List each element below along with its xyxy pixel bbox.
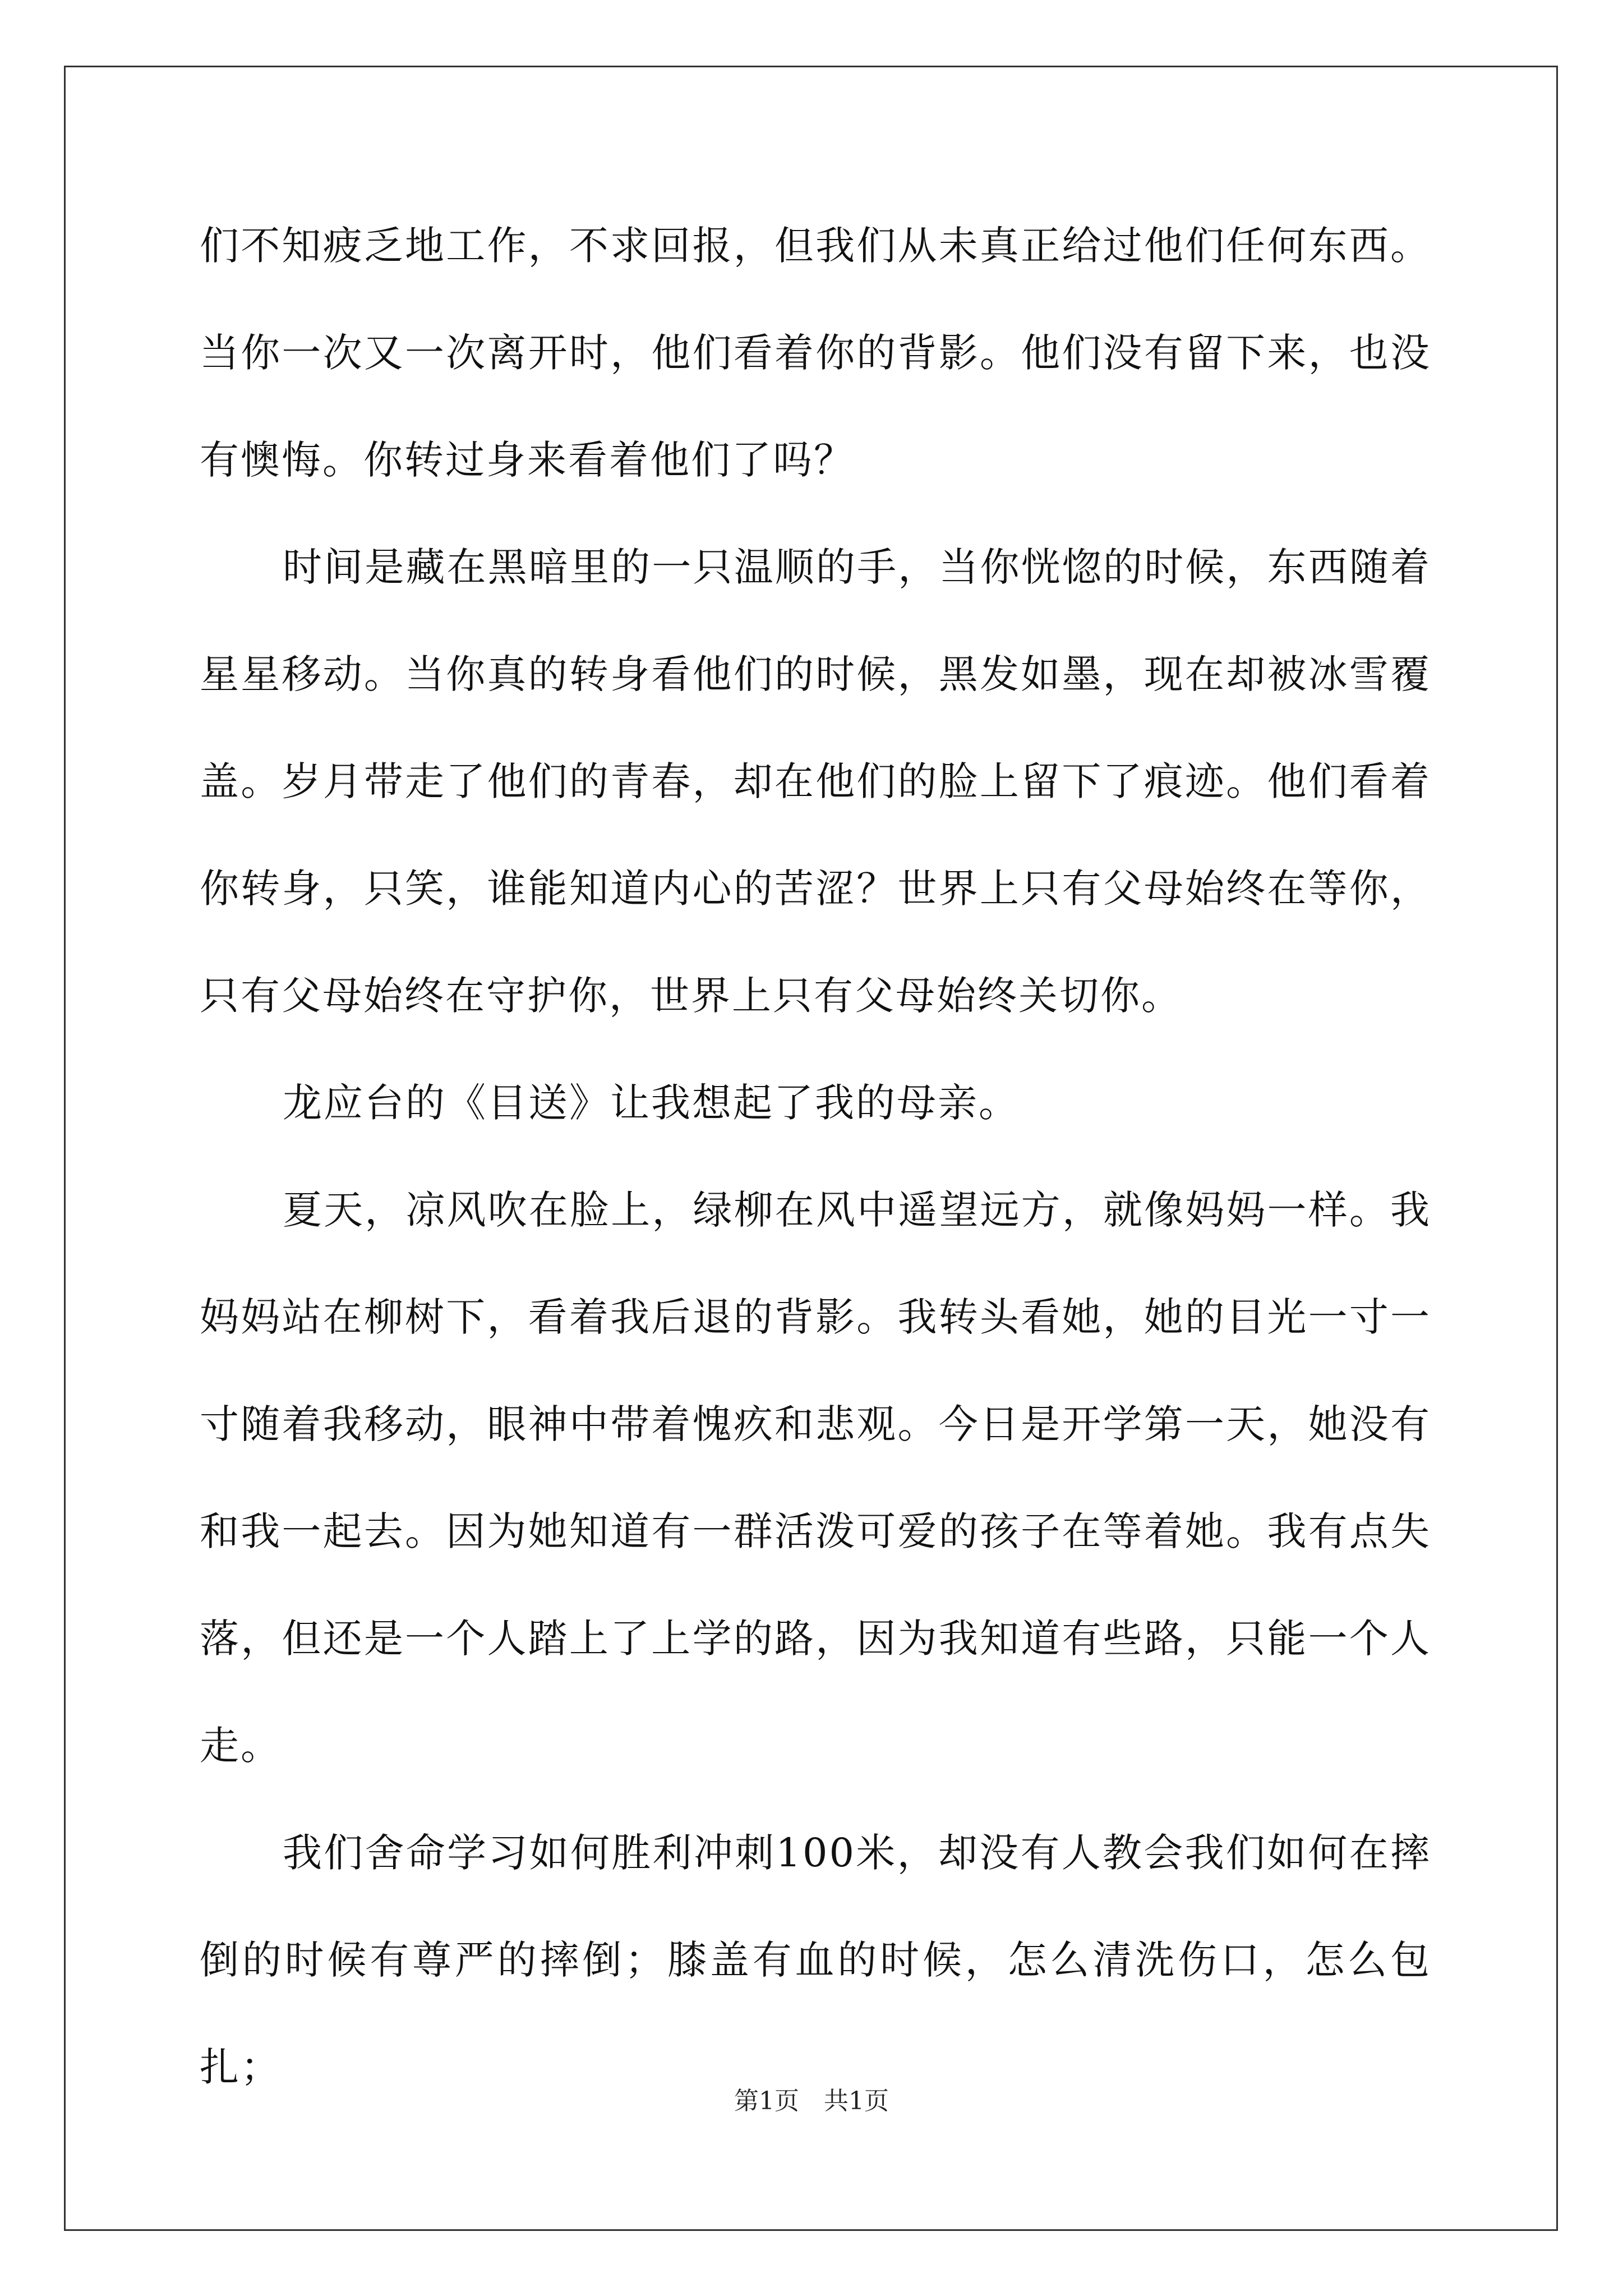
paragraph-learning: 我们舍命学习如何胜利冲刺100米，却没有人教会我们如何在摔倒的时候有尊严的摔倒；膝盖有血的时候，怎么清洗伤口，怎么包扎； xyxy=(200,1830,1431,2090)
paragraph-continued: 们不知疲乏地工作，不求回报，但我们从未真正给过他们任何东西。当你一次又一次离开时，他们看着你的背影。他们没有留下来，也没有懊悔。你转过身来看着他们了吗？ xyxy=(200,223,1431,483)
paragraph-mu-song: 龙应台的《目送》让我想起了我的母亲。 xyxy=(283,1080,1020,1126)
page-footer: 第1页 共1页 xyxy=(734,2087,889,2115)
paragraph-time: 时间是藏在黑暗里的一只温顺的手，当你恍惚的时候，东西随着星星移动。当你真的转身看他们的时候，黑发如墨，现在却被冰雪覆盖。岁月带走了他们的青春，却在他们的脸上留下了痕迹。他们看着你转身，只笑，谁能知道内心的苦涩？世界上只有父母始终在等你，只有父母始终在守护你，世界上只有父母始终关切你。 xyxy=(200,544,1431,1019)
document-body xyxy=(200,192,1431,2121)
paragraph-summer: 夏天，凉风吹在脸上，绿柳在风中遥望远方，就像妈妈一样。我妈妈站在柳树下，看着我后退的背影。我转头看她，她的目光一寸一寸随着我移动，眼神中带着愧疚和悲观。今日是开学第一天，她没有和我一起去。因为她知道有一群活泼可爱的孩子在等着她。我有点失落，但还是一个人踏上了上学的路，因为我知道有些路，只能一个人走。 xyxy=(200,1187,1431,1769)
